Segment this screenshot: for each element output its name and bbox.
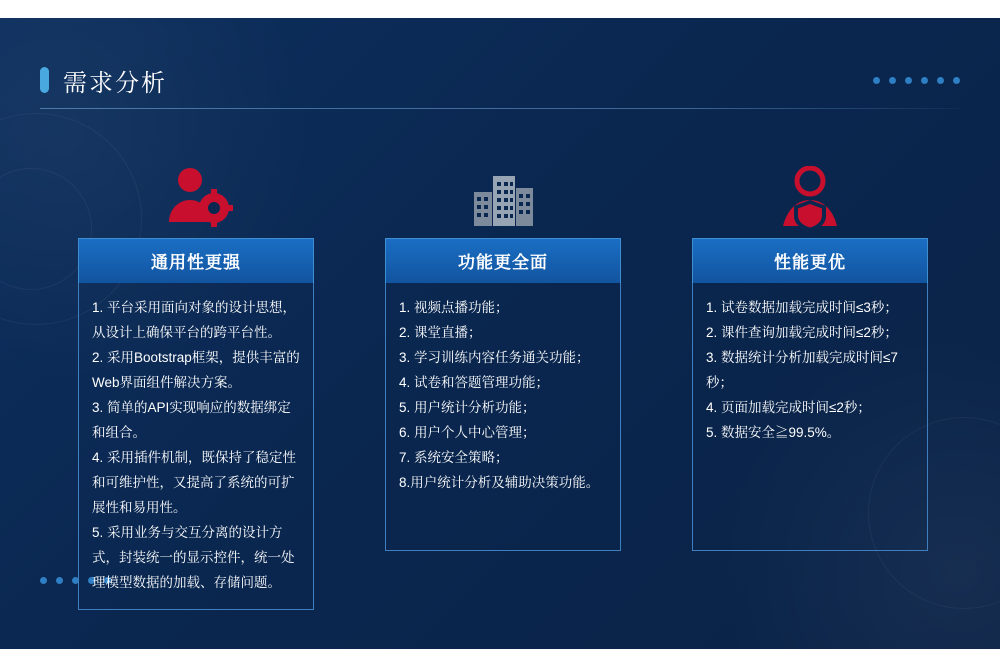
card-line: 3. 简单的API实现响应的数据绑定和组合。 bbox=[92, 400, 291, 440]
card-line: 2. 课堂直播； bbox=[399, 325, 482, 340]
card-line: 8.用户统计分析及辅助决策功能。 bbox=[399, 475, 600, 490]
card-line: 3. 数据统计分析加载完成时间≤7秒； bbox=[706, 350, 898, 390]
card-body bbox=[692, 283, 928, 551]
card-line: 2. 课件查询加载完成时间≤2秒； bbox=[706, 325, 898, 340]
title-accent-bar bbox=[40, 67, 49, 93]
card-line: 5. 采用业务与交互分离的设计方式，封装统一的显示控件，统一处理模型数据的加载、存储问题。 bbox=[92, 525, 295, 590]
user-shield-icon bbox=[773, 158, 847, 228]
card-line: 1. 视频点播功能； bbox=[399, 300, 509, 315]
card-line: 6. 用户个人中心管理； bbox=[399, 425, 536, 440]
user-gear-icon bbox=[159, 158, 233, 228]
header-row bbox=[40, 60, 960, 100]
card-line: 4. 采用插件机制，既保持了稳定性和可维护性，又提高了系统的可扩展性和易用性。 bbox=[92, 450, 297, 515]
card-title: 功能更全面 bbox=[385, 238, 621, 283]
feature-column-performance bbox=[692, 158, 928, 610]
card-line: 2. 采用Bootstrap框架，提供丰富的Web界面组件解决方案。 bbox=[92, 350, 300, 390]
page-title: 需求分析 bbox=[63, 69, 167, 97]
header-dot-group bbox=[873, 77, 960, 84]
card-line: 5. 用户统计分析功能； bbox=[399, 400, 536, 415]
dot-icon bbox=[56, 577, 63, 584]
card-line: 4. 页面加载完成时间≤2秒； bbox=[706, 400, 871, 415]
dot-icon bbox=[921, 77, 928, 84]
feature-column-functionality bbox=[385, 158, 621, 610]
dot-icon bbox=[40, 577, 47, 584]
buildings-icon bbox=[466, 158, 540, 228]
feature-columns bbox=[78, 158, 928, 610]
dot-icon bbox=[873, 77, 880, 84]
card-line: 7. 系统安全策略； bbox=[399, 450, 509, 465]
dot-icon bbox=[953, 77, 960, 84]
card-body bbox=[78, 283, 314, 610]
card-body bbox=[385, 283, 621, 551]
card-line: 3. 学习训练内容任务通关功能； bbox=[399, 350, 590, 365]
slide-header bbox=[40, 60, 960, 109]
card-line: 4. 试卷和答题管理功能； bbox=[399, 375, 550, 390]
dot-icon bbox=[937, 77, 944, 84]
card-line: 1. 平台采用面向对象的设计思想，从设计上确保平台的跨平台性。 bbox=[92, 300, 297, 340]
feature-column-generality bbox=[78, 158, 314, 610]
card-line: 5. 数据安全≧99.5%。 bbox=[706, 425, 841, 440]
slide-canvas bbox=[0, 18, 1000, 649]
dot-icon bbox=[889, 77, 896, 84]
header-divider bbox=[40, 108, 960, 109]
card-title: 通用性更强 bbox=[78, 238, 314, 283]
dot-icon bbox=[905, 77, 912, 84]
card-line: 1. 试卷数据加载完成时间≤3秒； bbox=[706, 300, 898, 315]
card-title: 性能更优 bbox=[692, 238, 928, 283]
